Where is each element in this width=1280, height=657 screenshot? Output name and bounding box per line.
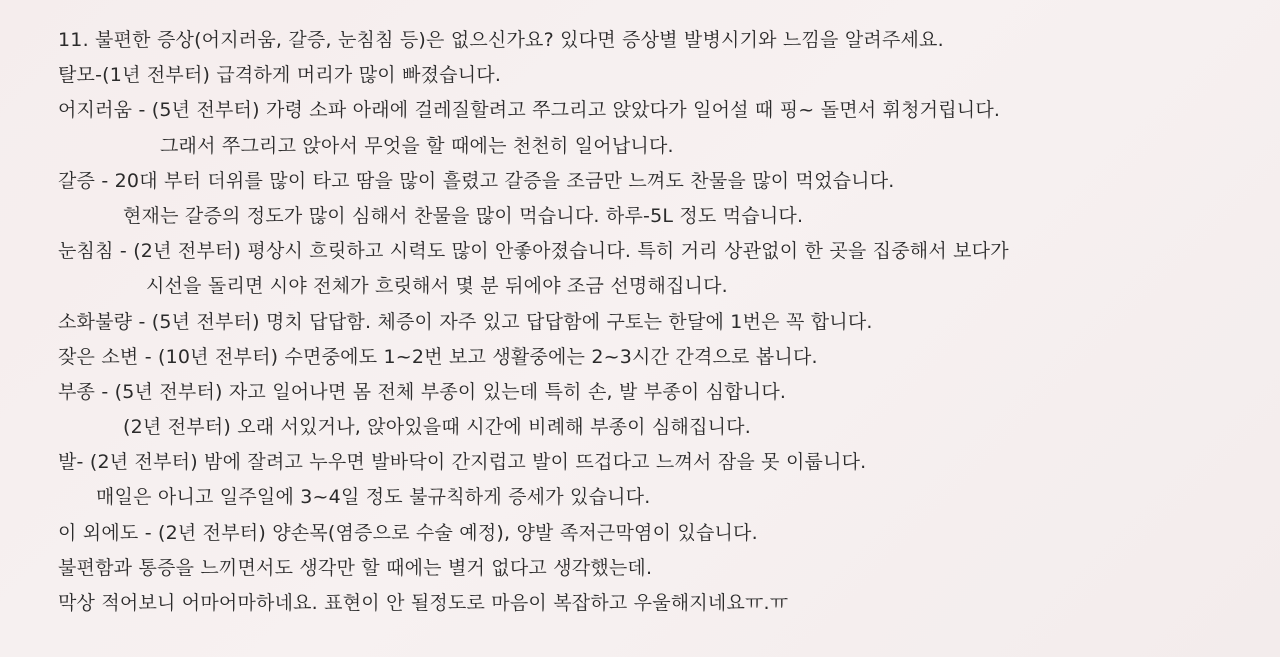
text-line: 이 외에도 - (2년 전부터) 양손목(염증으로 수술 예정), 양발 족저근막염이 있습니다.: [58, 521, 758, 544]
text-line: 소화불량 - (5년 전부터) 명치 답답함. 체증이 자주 있고 답답함에 구토는 한달에 1번은 꼭 합니다.: [58, 310, 873, 333]
text-line: 발- (2년 전부터) 밤에 잘려고 누우면 발바닥이 간지럽고 발이 뜨겁다고 느껴서 잠을 못 이룹니다.: [58, 451, 867, 474]
text-line: 불편함과 통증을 느끼면서도 생각만 할 때에는 별거 없다고 생각했는데.: [58, 556, 653, 579]
text-line: 부종 - (5년 전부터) 자고 일어나면 몸 전체 부종이 있는데 특히 손, 발 부종이 심합니다.: [58, 380, 787, 403]
text-line: 시선을 돌리면 시야 전체가 흐릿해서 몇 분 뒤에야 조금 선명해집니다.: [146, 275, 728, 298]
text-line: 그래서 쭈그리고 앉아서 무엇을 할 때에는 천천히 일어납니다.: [160, 134, 674, 157]
text-line: 어지러움 - (5년 전부터) 가령 소파 아래에 걸레질할려고 쭈그리고 앉았다가 일어설 때 핑~ 돌면서 휘청거립니다.: [58, 99, 1001, 122]
text-line: 갈증 - 20대 부터 더위를 많이 타고 땀을 많이 흘렸고 갈증을 조금만 느껴도 찬물을 많이 먹었습니다.: [58, 169, 895, 192]
text-line: 탈모-(1년 전부터) 급격하게 머리가 많이 빠졌습니다.: [58, 64, 502, 87]
document-body: [58, 23, 1268, 621]
text-line: 매일은 아니고 일주일에 3~4일 정도 불규칙하게 증세가 있습니다.: [96, 486, 651, 509]
text-line: (2년 전부터) 오래 서있거나, 앉아있을때 시간에 비례해 부종이 심해집니다.: [123, 416, 751, 439]
text-line: 현재는 갈증의 정도가 많이 심해서 찬물을 많이 먹습니다. 하루-5L 정도 먹습니다.: [123, 204, 804, 227]
text-line: 막상 적어보니 어마어마하네요. 표현이 안 될정도로 마음이 복잡하고 우울해지네요ㅠ.ㅠ: [58, 592, 789, 614]
question-heading: 11. 불편한 증상(어지러움, 갈증, 눈침침 등)은 없으신가요? 있다면 증상별 발병시기와 느낌을 알려주세요.: [58, 29, 944, 51]
text-line: 잦은 소변 - (10년 전부터) 수면중에도 1~2번 보고 생활중에는 2~3시간 간격으로 봅니다.: [58, 345, 818, 368]
text-line: 눈침침 - (2년 전부터) 평상시 흐릿하고 시력도 많이 안좋아졌습니다. 특히 거리 상관없이 한 곳을 집중해서 보다가: [58, 240, 1009, 263]
